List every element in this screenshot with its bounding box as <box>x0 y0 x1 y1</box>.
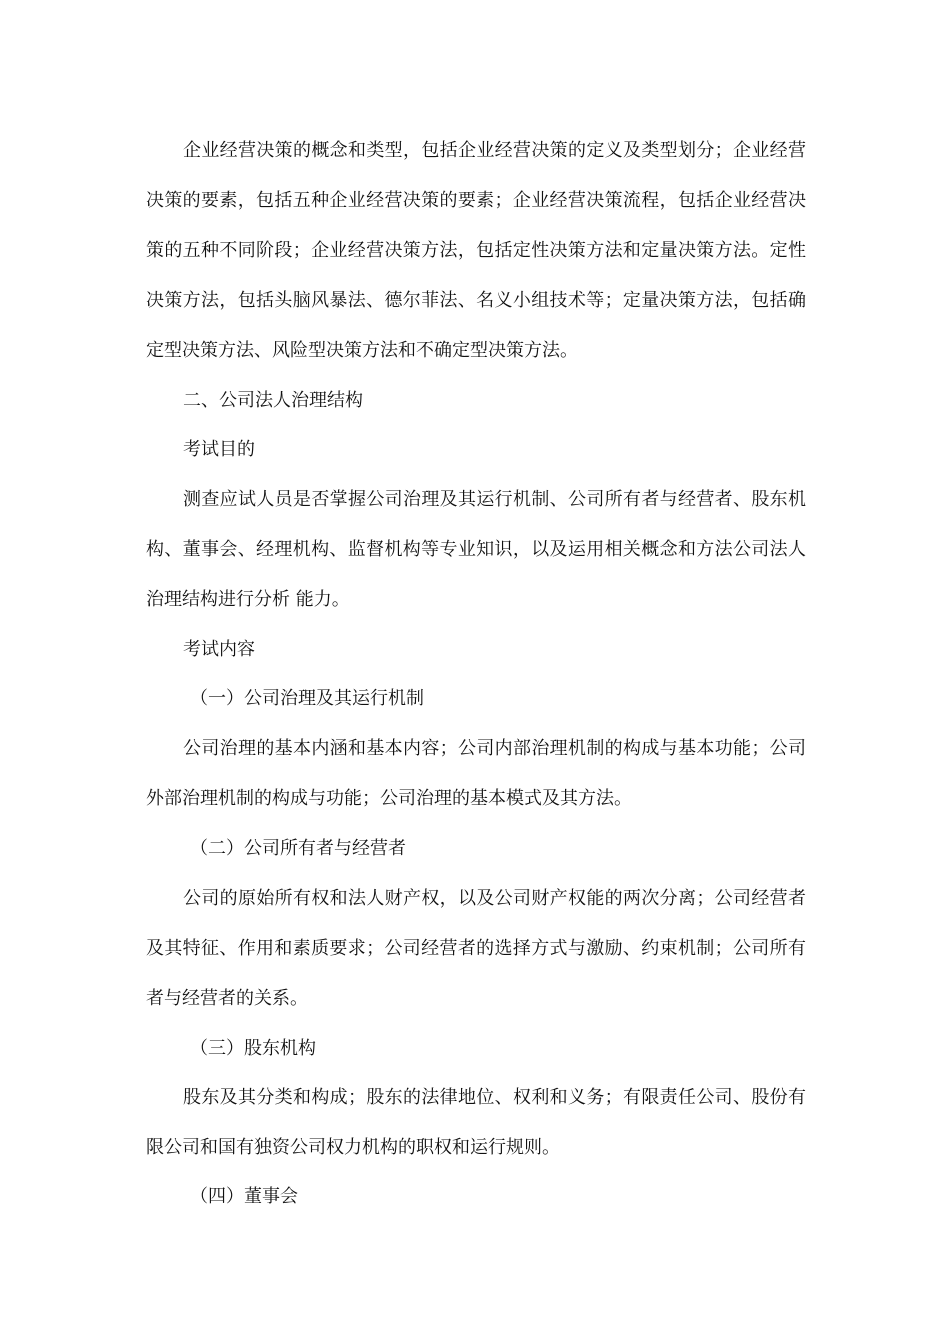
subsection-title-1: （一）公司治理及其运行机制 <box>190 688 424 709</box>
paragraph-governance-mechanism: 公司治理的基本内涵和基本内容；公司内部治理机制的构成与基本功能；公司外部治理机制的构成与功能；公司治理的基本模式及其方法。 <box>146 738 806 809</box>
subsection-title-3: （三）股东机构 <box>190 1038 316 1059</box>
paragraph-shareholders: 股东及其分类和构成；股东的法律地位、权利和义务；有限责任公司、股份有限公司和国有独资公司权力机构的职权和运行规则。 <box>146 1087 806 1158</box>
subsection-title-4: （四）董事会 <box>190 1186 298 1207</box>
exam-content-label: 考试内容 <box>183 639 255 660</box>
paragraph-owners-managers: 公司的原始所有权和法人财产权，以及公司财产权能的两次分离；公司经营者及其特征、作用和素质要求；公司经营者的选择方式与激励、约束机制；公司所有者与经营者的关系。 <box>146 888 806 1009</box>
paragraph-decision-methods: 企业经营决策的概念和类型，包括企业经营决策的定义及类型划分；企业经营决策的要素，包括五种企业经营决策的要素；企业经营决策流程，包括企业经营决策的五种不同阶段；企业经营决策方法，包括定性决策方法和定量决策方法。定性决策方法，包括头脑风暴法、德尔菲法、名义小组技术等；定量决策方法，包括确定型决策方法、风险型决策方法和不确定型决策方法。 <box>146 140 806 361</box>
section-title-corporate-governance: 二、公司法人治理结构 <box>183 390 363 411</box>
paragraph-exam-goal: 测查应试人员是否掌握公司治理及其运行机制、公司所有者与经营者、股东机构、董事会、经理机构、监督机构等专业知识，以及运用相关概念和方法公司法人治理结构进行分析 能力。 <box>146 489 806 610</box>
subsection-title-2: （二）公司所有者与经营者 <box>190 838 406 859</box>
exam-goal-label: 考试目的 <box>183 439 255 460</box>
